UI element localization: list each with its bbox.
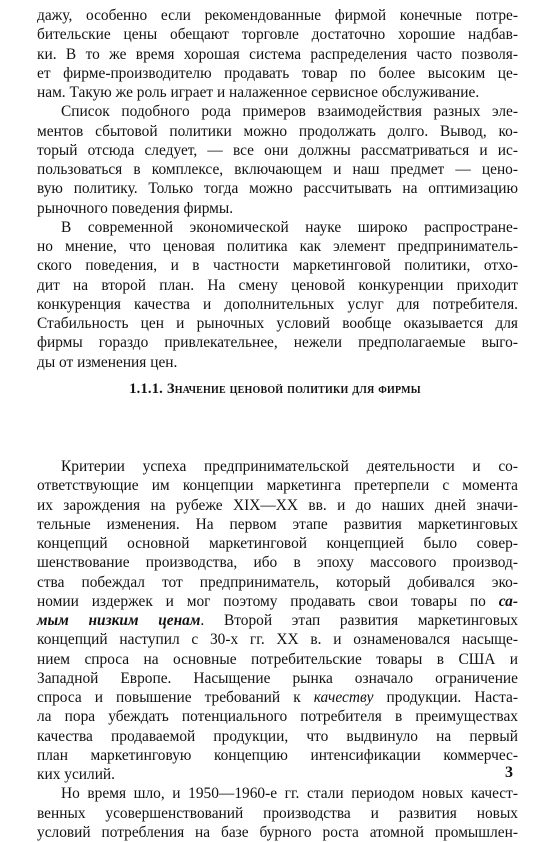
text-line: нием спроса на основные потребительские товары в США и bbox=[37, 650, 518, 668]
text-line: ки. В то же время хорошая система распределения часто позволя- bbox=[37, 45, 518, 63]
page-number: 3 bbox=[505, 764, 513, 781]
text-line: В современной экономической науке широко распростране- bbox=[61, 218, 518, 236]
emphasized-text: са- bbox=[498, 592, 518, 610]
text-line: конкуренция качества и дополнительных услуг для потребителя. bbox=[37, 295, 518, 313]
text-line: тельные изменения. На первом этапе развития маркетинговых bbox=[37, 515, 518, 533]
text-run: . Второй этап развития маркетинговых bbox=[200, 612, 518, 629]
text-line: Западной Европе. Насыщение рынка означало ограничение bbox=[37, 669, 518, 687]
section-title: Значение ценовой политики для фирмы bbox=[166, 381, 421, 397]
text-line: ства побеждал тот предприниматель, который добивался эко- bbox=[37, 573, 518, 591]
text-line: дажу, особенно если рекомендованные фирмой конечные потре- bbox=[37, 7, 518, 24]
text-line: ского поведения, и в частности маркетинговой политики, отхо- bbox=[37, 257, 518, 275]
emphasized-text: качеству bbox=[313, 689, 374, 706]
text-line: план маркетинговую концепцию интенсификации коммерчес- bbox=[37, 746, 518, 764]
text-line: их зарождения на рубеже XIX—XX вв. и до наших дней значи- bbox=[37, 496, 518, 514]
text-line: пользоваться в комплексе, включающем и наш предмет — цено- bbox=[37, 161, 518, 178]
paragraph bbox=[37, 102, 518, 218]
text-line: ких усилий. bbox=[37, 766, 116, 783]
text-line bbox=[37, 688, 518, 707]
text-line bbox=[37, 611, 518, 630]
text-line: дит на второй план. На смену ценовой конкуренции приходит bbox=[37, 276, 518, 294]
text-line: фирмы гораздо привлекательнее, нежели предполагаемые выго- bbox=[37, 334, 518, 352]
text-line: Но время шло, и 1950—1960-е гг. стали периодом новых качест- bbox=[61, 785, 518, 803]
text-line: ментов сбытовой политики можно продолжать долго. Вывод, ко- bbox=[37, 122, 518, 140]
text-line: условий потребления на базе бурного роста атомной промышлен- bbox=[37, 823, 518, 841]
paragraph bbox=[37, 457, 518, 784]
text-line: шенствование производства, ибо в эпоху массового производ- bbox=[37, 554, 518, 572]
text-line: ла пора убеждать потенциального потребителя в преимуществах bbox=[37, 708, 518, 726]
text-line: вую политику. Только тогда можно рассчитывать на оптимизацию bbox=[37, 180, 518, 198]
emphasized-text: мым низким ценам bbox=[37, 612, 201, 629]
text-run: номии издержек и мог поэтому продавать свои товары по bbox=[37, 592, 486, 610]
text-line bbox=[37, 592, 518, 611]
text-run: продукции. Наста- bbox=[386, 689, 518, 706]
section-number: 1.1.1. bbox=[129, 381, 164, 397]
text-line: Стабильность цен и рыночных условий вообще оказывается для bbox=[37, 315, 518, 332]
text-line: венных усовершенствований производства и развития новых bbox=[37, 804, 518, 822]
text-line: рыночного поведения фирмы. bbox=[37, 199, 234, 217]
text-line: Критерии успеха предпринимательской деятельности и со- bbox=[61, 458, 518, 475]
text-column-top bbox=[37, 6, 518, 372]
text-line: концепций наступил с 30-х гг. XX в. и ознаменовался насыще- bbox=[37, 631, 518, 649]
text-line: концепций основной маркетинговой концепцией было совер- bbox=[37, 535, 518, 552]
text-line: ды от изменения цен. bbox=[37, 353, 178, 371]
paragraph bbox=[37, 218, 518, 372]
text-column-bottom bbox=[37, 457, 518, 842]
text-line: Список подобного рода примеров взаимодействия разных эле- bbox=[61, 103, 518, 121]
text-line: нам. Такую же роль играет и налаженное сервисное обслуживание. bbox=[37, 84, 480, 101]
text-line: ответствующие им концепции маркетинга претерпели с момента bbox=[37, 477, 518, 495]
section-heading bbox=[0, 381, 550, 398]
paragraph bbox=[37, 6, 518, 102]
text-line: торый отсюда следует, — все они должны рассматриваться и ис- bbox=[37, 141, 518, 159]
text-line: качества продаваемой продукции, что выдвинуло на первый bbox=[37, 727, 518, 745]
text-line: но мнение, что ценовая политика как элемент предприниматель- bbox=[37, 238, 518, 255]
text-run: спроса и повышение требований к bbox=[37, 689, 301, 706]
text-line: бительские цены обещают торговле достаточно хорошие надбав- bbox=[37, 26, 518, 44]
paragraph bbox=[37, 784, 518, 842]
text-line: ет фирме-производителю продавать товар по более высоким це- bbox=[37, 64, 518, 82]
